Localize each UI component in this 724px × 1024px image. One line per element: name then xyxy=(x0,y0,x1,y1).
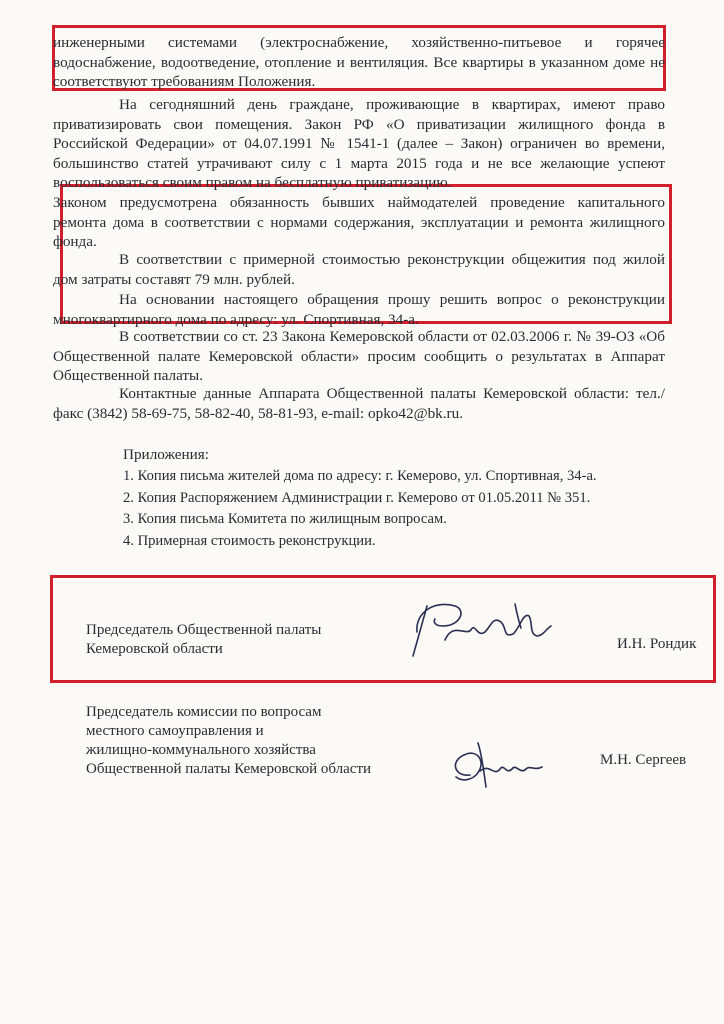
paragraph-law-reference: В соответствии со ст. 23 Закона Кемеровской области от 02.03.2006 г. № 39-ОЗ «Об Общественной палате Кемеровской области» просим сообщить о результатах в Аппарат Общественной палаты. xyxy=(53,328,665,385)
paragraph-privatization: На сегодняшний день граждане, проживающие в квартирах, имеют право приватизировать свои помещения. Закон РФ «О приватизации жилищного фонда в Российской Федерации» от 04.07.1991 № 1541-1 (далее – Закон) ограничен во времени, большинство статей утрачивают силу с 1 марта 2015 года и не все желающие успеют воспользоваться своим правом на бесплатную приватизацию. xyxy=(53,96,665,192)
signatory-name-rondik: И.Н. Рондик xyxy=(617,636,697,652)
paragraph-landlord-duty: Законом предусмотрена обязанность бывших наймодателей проведение капитального ремонта дома в соответствии с нормами содержания, эксплуатации и ремонта жилищного фонда. xyxy=(53,194,665,251)
signatory-role-chairman xyxy=(86,621,321,659)
signatory-name-sergeev: М.Н. Сергеев xyxy=(600,752,687,768)
role-line: Кемеровской области xyxy=(86,641,223,657)
signature-sergeev xyxy=(440,735,550,795)
attachment-item: 1. Копия письма жителей дома по адресу: г. Кемерово, ул. Спортивная, 34-а. xyxy=(123,468,597,484)
signature-rondik xyxy=(405,592,555,662)
signatory-role-commission xyxy=(86,703,371,779)
attachment-item: 3. Копия письма Комитета по жилищным вопросам. xyxy=(123,511,447,527)
attachments-title: Приложения: xyxy=(123,446,209,463)
role-line: местного самоуправления и xyxy=(86,723,264,739)
role-line: Председатель комиссии по вопросам xyxy=(86,704,322,720)
role-line: жилищно-коммунального хозяйства xyxy=(86,742,316,758)
paragraph-contacts: Контактные данные Аппарата Общественной палаты Кемеровской области: тел./факс (3842) 58-69-75, 58-82-40, 58-81-93, e-mail: opko42@bk.ru. xyxy=(53,385,665,422)
attachments-list xyxy=(123,466,597,552)
attachment-item: 4. Примерная стоимость реконструкции. xyxy=(123,532,376,549)
paragraph-cost-estimate: В соответствии с примерной стоимостью реконструкции общежития под жилой дом затраты составят 79 млн. рублей. xyxy=(53,251,665,288)
role-line: Общественной палаты Кемеровской области xyxy=(86,761,372,777)
attachment-item: 2. Копия Распоряжением Администрации г. Кемерово от 01.05.2011 № 351. xyxy=(123,489,591,506)
role-line: Председатель Общественной палаты xyxy=(86,622,322,638)
paragraph-request: На основании настоящего обращения прошу решить вопрос о реконструкции многоквартирного дома по адресу: ул. Спортивная, 34-а. xyxy=(53,291,665,328)
paragraph-engineering-systems: инженерными системами (электроснабжение, хозяйственно-питьевое и горячее водоснабжение, водоотведение, отопление и вентиляция. Все квартиры в указанном доме не соответствуют требованиям Положения. xyxy=(53,34,665,91)
